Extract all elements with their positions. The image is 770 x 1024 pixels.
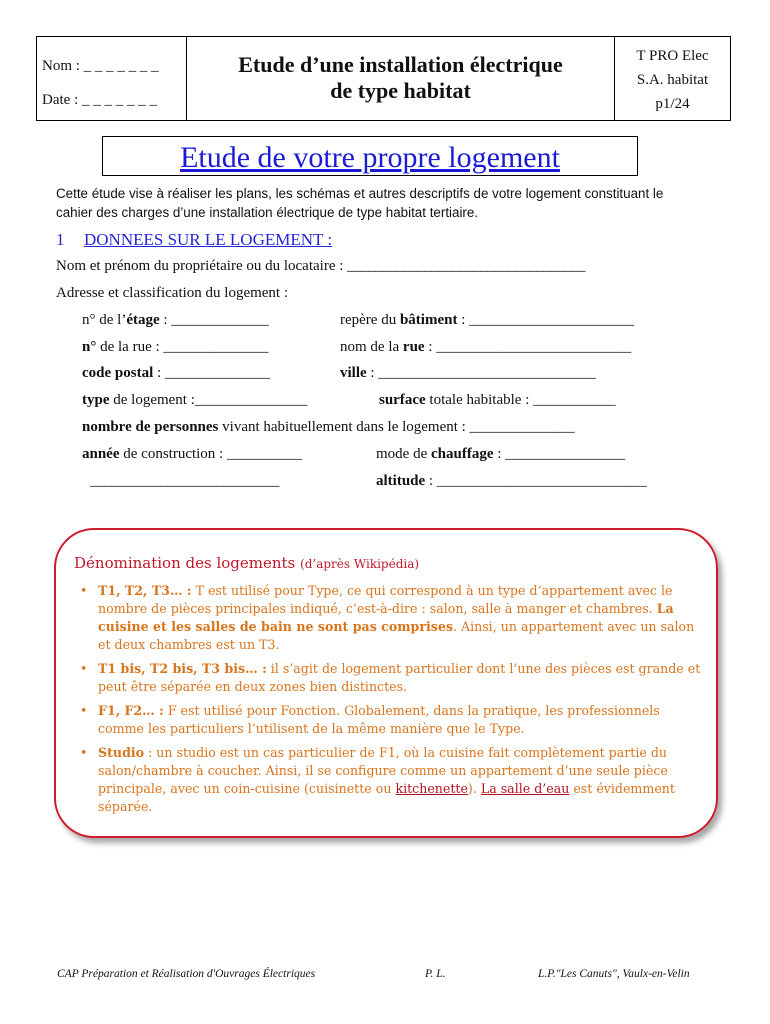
section-number: 1 bbox=[56, 230, 65, 249]
item-key: F1, F2… : bbox=[98, 703, 164, 718]
ville-blank: : _____________________________ bbox=[366, 365, 596, 381]
batiment-blank: : ______________________ bbox=[457, 312, 635, 328]
item-key: T1, T2, T3… : bbox=[98, 583, 192, 598]
rue-name-field[interactable] bbox=[340, 339, 631, 356]
owner-label: Nom et prénom du propriétaire ou du locataire : bbox=[56, 258, 344, 274]
item-text: : un studio est un cas particulier de F1, où la cuisine fait complètement partie du salon/chambre à coucher. Ainsi, il se configure comme un appartement d’une seule pièce principale, avec un coin-cuisine (cuisinette ou bbox=[98, 745, 668, 796]
rue-number-key: n° bbox=[82, 339, 97, 355]
bullet-icon: • bbox=[80, 745, 88, 760]
kitchenette-link[interactable]: kitchenette bbox=[395, 781, 468, 796]
chauffage-prefix: mode de bbox=[376, 446, 431, 462]
type-blank: de logement :_______________ bbox=[109, 392, 308, 408]
section-title: DONNEES SUR LE LOGEMENT : bbox=[84, 230, 333, 249]
personnes-blank: vivant habituellement dans le logement : ______________ bbox=[218, 419, 575, 435]
item-bold-text: La cuisine et les salles de bain ne sont pas comprises bbox=[98, 601, 674, 634]
item-text: ). bbox=[467, 781, 481, 796]
bullet-icon: • bbox=[80, 661, 88, 676]
date-field[interactable]: Date : _ _ _ _ _ _ _ bbox=[42, 92, 157, 108]
page-number: p1/24 bbox=[655, 96, 690, 112]
code-postal-key: code postal bbox=[82, 365, 154, 381]
owner-line bbox=[56, 258, 585, 275]
annee-key: année bbox=[82, 446, 120, 462]
nom-field[interactable]: Nom : _ _ _ _ _ _ _ bbox=[42, 58, 159, 74]
surface-key: surface bbox=[379, 392, 426, 408]
annee-blank: de construction : __________ bbox=[119, 446, 302, 462]
list-item bbox=[78, 702, 708, 738]
ville-key: ville bbox=[340, 365, 367, 381]
denomination-box bbox=[54, 528, 718, 838]
main-title-box bbox=[102, 136, 638, 176]
etage-field[interactable] bbox=[82, 312, 269, 329]
personnes-key: nombre de personnes bbox=[82, 419, 219, 435]
surface-field[interactable] bbox=[379, 392, 616, 409]
code-postal-blank: : ______________ bbox=[153, 365, 270, 381]
denomination-title-text: Dénomination des logements bbox=[74, 554, 296, 572]
extra-blank-field[interactable]: ___________________________ bbox=[90, 473, 279, 489]
list-item bbox=[78, 582, 708, 654]
rue-number-field[interactable] bbox=[82, 339, 268, 356]
altitude-blank: : ____________________________ bbox=[425, 473, 647, 489]
main-title: Etude de votre propre logement bbox=[180, 141, 560, 174]
footer-left: CAP Préparation et Réalisation d'Ouvrages Électriques bbox=[57, 968, 316, 980]
header-title-line2: de type habitat bbox=[330, 78, 471, 103]
header-table bbox=[36, 36, 731, 121]
altitude-field[interactable] bbox=[376, 473, 647, 490]
batiment-field[interactable] bbox=[340, 312, 634, 329]
list-item bbox=[78, 744, 708, 816]
rue-key: rue bbox=[402, 339, 425, 355]
footer-center: P. L. bbox=[425, 968, 446, 980]
altitude-key: altitude bbox=[376, 473, 426, 489]
bullet-icon: • bbox=[80, 583, 88, 598]
owner-blank[interactable]: __________________________________ bbox=[347, 258, 586, 274]
ville-field[interactable] bbox=[340, 365, 596, 382]
denomination-list bbox=[78, 582, 708, 822]
footer-right: L.P."Les Canuts", Vaulx-en-Velin bbox=[538, 968, 690, 980]
header-left-cell bbox=[37, 37, 187, 120]
item-key: Studio bbox=[98, 745, 145, 760]
item-text: il s’agit de logement particulier dont l’une des pièces est grande et peut être séparée en deux zones bien distinctes. bbox=[98, 661, 701, 694]
etage-prefix: n° de l’ bbox=[82, 312, 127, 328]
header-right-cell bbox=[615, 37, 730, 120]
surface-blank: totale habitable : ___________ bbox=[425, 392, 616, 408]
batiment-key: bâtiment bbox=[399, 312, 458, 328]
header-title-line1: Etude d’une installation électrique bbox=[238, 52, 563, 77]
etage-key: étage bbox=[126, 312, 160, 328]
code-postal-field[interactable] bbox=[82, 365, 270, 382]
type-field[interactable] bbox=[82, 392, 307, 409]
rue-number-blank: de la rue : ______________ bbox=[96, 339, 269, 355]
type-key: type bbox=[82, 392, 110, 408]
item-text: T est utilisé pour Type, ce qui correspond à un type d’appartement avec le nombre de pièces principales indiqué, c’est-à-dire : salon, salle à manger et chambres. bbox=[98, 583, 673, 616]
rue-blank: : __________________________ bbox=[424, 339, 632, 355]
item-text: . Ainsi, un appartement avec un salon et deux chambres est un T3. bbox=[98, 619, 695, 652]
address-label: Adresse et classification du logement : bbox=[56, 285, 289, 301]
header-module: S.A. habitat bbox=[636, 72, 709, 88]
personnes-field[interactable] bbox=[82, 419, 575, 436]
annee-field[interactable] bbox=[82, 446, 302, 463]
chauffage-key: chauffage bbox=[430, 446, 494, 462]
intro-paragraph: Cette étude vise à réaliser les plans, les schémas et autres descriptifs de votre logement constituant le cahier des charges d’une installation électrique de type habitat tertiaire. bbox=[56, 186, 664, 220]
salle-deau-link[interactable]: La salle d’eau bbox=[480, 781, 570, 796]
bullet-icon: • bbox=[80, 703, 88, 718]
chauffage-field[interactable] bbox=[376, 446, 625, 463]
section-heading bbox=[56, 230, 332, 250]
rue-prefix: nom de la bbox=[340, 339, 403, 355]
batiment-prefix: repère du bbox=[340, 312, 400, 328]
item-key: T1 bis, T2 bis, T3 bis… : bbox=[98, 661, 267, 676]
item-text: est évidemment séparée. bbox=[98, 781, 675, 814]
chauffage-blank: : ________________ bbox=[493, 446, 626, 462]
header-course: T PRO Elec bbox=[636, 48, 709, 64]
list-item bbox=[78, 660, 708, 696]
etage-blank: : _____________ bbox=[159, 312, 269, 328]
header-title bbox=[187, 37, 615, 120]
item-text: F est utilisé pour Fonction. Globalement, dans la pratique, les professionnels comme les particuliers l’utilisent de la même manière que le Type. bbox=[98, 703, 660, 736]
denomination-title bbox=[74, 554, 419, 572]
denomination-source: (d’après Wikipédia) bbox=[300, 557, 420, 571]
